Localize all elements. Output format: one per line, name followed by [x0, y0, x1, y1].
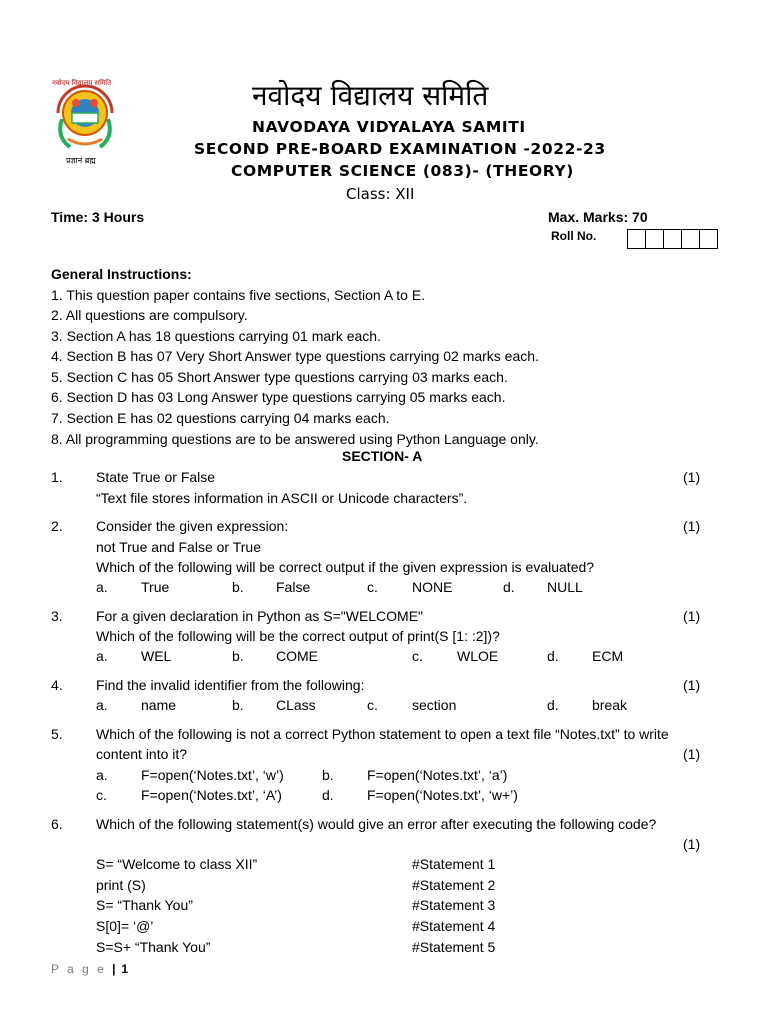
- q3-option-c: WLOE: [457, 648, 499, 664]
- q3-option-d: ECM: [592, 648, 624, 664]
- q4-option-c: section: [412, 697, 457, 713]
- q2-option-b: False: [276, 579, 311, 595]
- q5-option-b: F=open(‘Notes.txt’, ‘a’): [367, 767, 508, 783]
- q5-option-c: F=open(‘Notes.txt’, ‘A’): [141, 787, 282, 803]
- exam-title: SECOND PRE-BOARD EXAMINATION -2022-23: [194, 140, 606, 158]
- q4-option-b-label: b.: [232, 697, 244, 713]
- instruction-item: 5. Section C has 05 Short Answer type questions carrying 03 marks each.: [51, 369, 508, 385]
- instructions-heading: General Instructions:: [51, 266, 192, 282]
- q4-option-a: name: [141, 697, 177, 713]
- instruction-item: 7. Section E has 02 questions carrying 04 marks each.: [51, 410, 390, 426]
- q1-text: State True or False: [96, 469, 216, 485]
- q3-option-a: WEL: [141, 648, 172, 664]
- q6-code-line: S= “Thank You”: [96, 897, 193, 913]
- q5-option-c-label: c.: [96, 787, 107, 803]
- page-separator: |: [112, 962, 116, 976]
- q6-code-line: S= “Welcome to class XII”: [96, 856, 258, 872]
- q1-marks: (1): [683, 469, 701, 485]
- q2-option-d-label: d.: [503, 579, 515, 595]
- q6-code-line: S=S+ “Thank You”: [96, 939, 211, 955]
- q6-code-tag: #Statement 2: [412, 877, 496, 893]
- q6-code-tag: #Statement 4: [412, 918, 496, 934]
- q5-option-a-label: a.: [96, 767, 108, 783]
- q4-text: Find the invalid identifier from the following:: [96, 677, 365, 693]
- q5-marks: (1): [683, 746, 701, 762]
- q2-number: 2.: [51, 518, 63, 534]
- q5-option-a: F=open(‘Notes.txt’, ‘w’): [141, 767, 284, 783]
- page-label: P a g e: [51, 962, 107, 976]
- q5-text-cont: content into it?: [96, 746, 188, 762]
- logo-top-text: नवोदय विद्यालय समिति: [52, 79, 112, 87]
- instruction-item: 6. Section D has 03 Long Answer type questions carrying 05 marks each.: [51, 389, 506, 405]
- q3-option-b-label: b.: [232, 648, 244, 664]
- max-marks: Max. Marks: 70: [548, 209, 648, 225]
- roll-cell[interactable]: [682, 230, 700, 248]
- q6-code-tag: #Statement 3: [412, 897, 496, 913]
- q5-option-b-label: b.: [322, 767, 334, 783]
- page-number: 1: [121, 962, 129, 976]
- roll-cell[interactable]: [628, 230, 646, 248]
- q3-option-c-label: c.: [412, 648, 423, 664]
- q2-option-d: NULL: [547, 579, 583, 595]
- q3-option-a-label: a.: [96, 648, 108, 664]
- q6-text: Which of the following statement(s) would give an error after executing the following code?: [96, 816, 657, 832]
- q2-option-b-label: b.: [232, 579, 244, 595]
- org-name: NAVODAYA VIDYALAYA SAMITI: [252, 118, 526, 136]
- q1-number: 1.: [51, 469, 63, 485]
- hindi-title: नवोदय विद्यालय समिति: [252, 79, 489, 112]
- page-footer: [51, 962, 128, 976]
- q2-text: Consider the given expression:: [96, 518, 289, 534]
- q3-option-d-label: d.: [547, 648, 559, 664]
- roll-number-boxes[interactable]: [627, 229, 718, 249]
- roll-label: Roll No.: [551, 229, 597, 243]
- q4-option-d-label: d.: [547, 697, 559, 713]
- q1-statement: “Text file stores information in ASCII or Unicode characters”.: [96, 490, 468, 506]
- instruction-item: 1. This question paper contains five sections, Section A to E.: [51, 287, 426, 303]
- q2-option-a: True: [141, 579, 170, 595]
- q3-marks: (1): [683, 608, 701, 624]
- q6-code-line: print (S): [96, 877, 146, 893]
- logo-motto: प्रज्ञानं ब्रह्म: [66, 156, 96, 165]
- q5-number: 5.: [51, 726, 63, 742]
- roll-cell[interactable]: [646, 230, 664, 248]
- q2-option-c-label: c.: [367, 579, 378, 595]
- q4-number: 4.: [51, 677, 63, 693]
- class-label: Class: XII: [346, 185, 415, 203]
- q4-option-b: CLass: [276, 697, 316, 713]
- q4-option-d: break: [592, 697, 628, 713]
- q6-number: 6.: [51, 816, 63, 832]
- instruction-item: 3. Section A has 18 questions carrying 01 mark each.: [51, 328, 381, 344]
- q5-text: Which of the following is not a correct Python statement to open a text file “Notes.txt” to write: [96, 726, 669, 742]
- instruction-item: 2. All questions are compulsory.: [51, 307, 248, 323]
- q3-number: 3.: [51, 608, 63, 624]
- q3-text: For a given declaration in Python as S="WELCOME": [96, 608, 424, 624]
- q5-option-d: F=open(‘Notes.txt’, ‘w+’): [367, 787, 518, 803]
- subject-title: COMPUTER SCIENCE (083)- (THEORY): [231, 162, 574, 180]
- q3-question: Which of the following will be the correct output of print(S [1: :2])?: [96, 628, 500, 644]
- q2-expression: not True and False or True: [96, 539, 261, 555]
- q4-option-a-label: a.: [96, 697, 108, 713]
- q2-question: Which of the following will be correct output if the given expression is evaluated?: [96, 559, 595, 575]
- q6-code-tag: #Statement 5: [412, 939, 496, 955]
- q6-code-tag: #Statement 1: [412, 856, 496, 872]
- q4-marks: (1): [683, 677, 701, 693]
- q3-option-b: COME: [276, 648, 318, 664]
- q4-option-c-label: c.: [367, 697, 378, 713]
- q2-marks: (1): [683, 518, 701, 534]
- roll-cell[interactable]: [664, 230, 682, 248]
- instruction-item: 4. Section B has 07 Very Short Answer type questions carrying 02 marks each.: [51, 348, 539, 364]
- q5-option-d-label: d.: [322, 787, 334, 803]
- q2-option-c: NONE: [412, 579, 453, 595]
- q6-marks: (1): [683, 836, 701, 852]
- instruction-item: 8. All programming questions are to be answered using Python Language only.: [51, 431, 539, 447]
- q6-code-line: S[0]= ‘@’: [96, 918, 154, 934]
- roll-cell[interactable]: [700, 230, 717, 248]
- section-a-title: SECTION- A: [342, 448, 423, 464]
- time-label: Time: 3 Hours: [51, 209, 145, 225]
- q2-option-a-label: a.: [96, 579, 108, 595]
